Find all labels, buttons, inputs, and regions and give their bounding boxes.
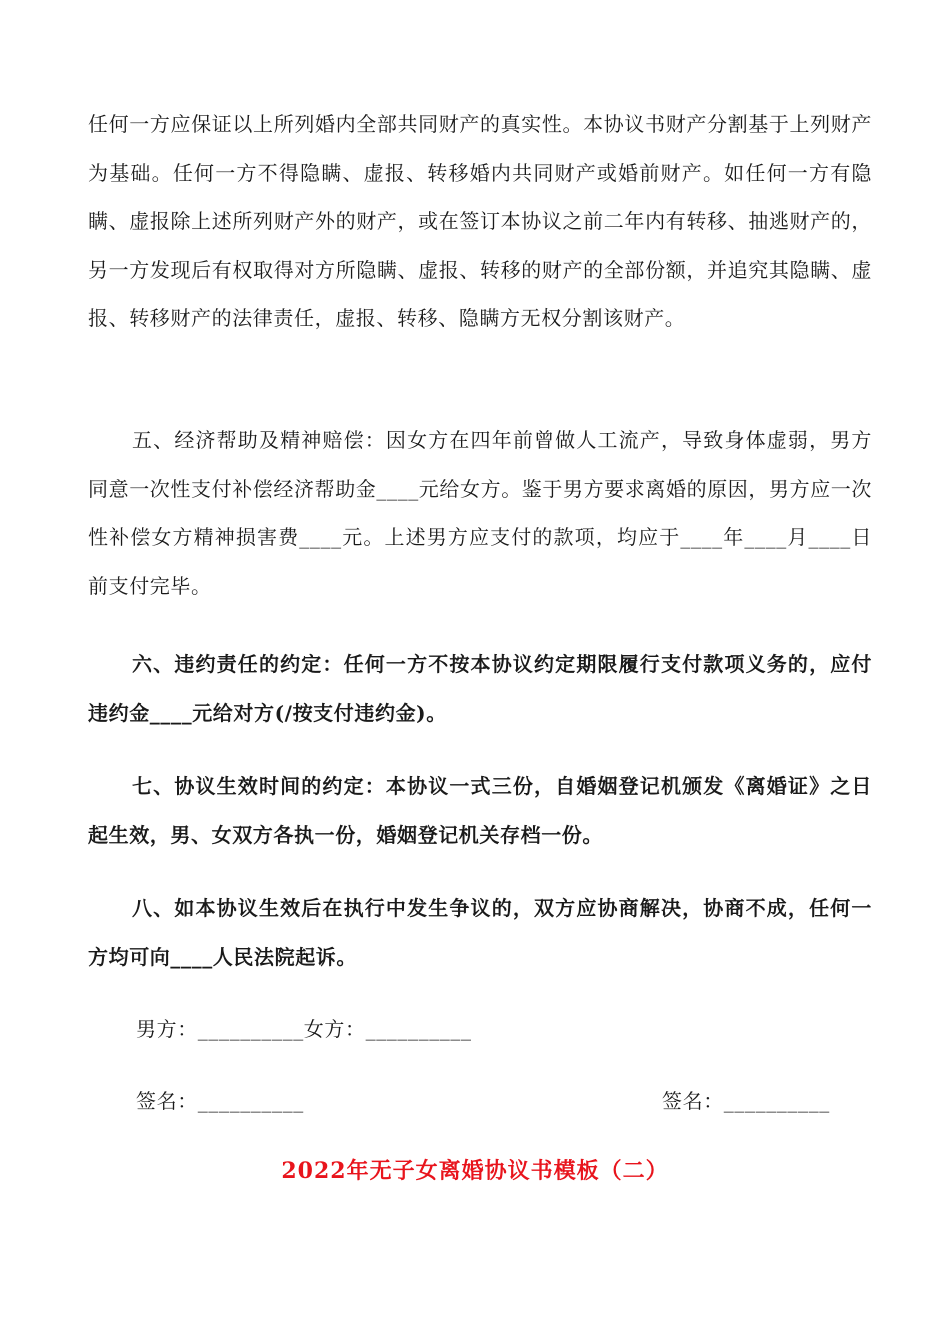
paragraph-property-truthfulness: 任何一方应保证以上所列婚内全部共同财产的真实性。本协议书财产分割基于上列财产为基础。任何一方不得隐瞒、虚报、转移婚内共同财产或婚前财产。如任何一方有隐瞒、虚报除上述所列财产外的财产，或在签订本协议之前二年内有转移、抽逃财产的，另一方发现后有权取得对方所隐瞒、虚报、转移的财产的全部份额，并追究其隐瞒、虚报、转移财产的法律责任，虚报、转移、隐瞒方无权分割该财产。 [88, 112, 872, 330]
paragraph-economic-help: 五、经济帮助及精神赔偿：因女方在四年前曾做人工流产，导致身体虚弱，男方同意一次性支付补偿经济帮助金____元给女方。鉴于男方要求离婚的原因，男方应一次性补偿女方精神损害费____元。上述男方应支付的款项，均应于____年____月____日前支付完毕。 [88, 428, 872, 598]
paragraph-breach-liability: 六、违约责任的约定：任何一方不按本协议约定期限履行支付款项义务的，应付违约金____元给对方(/按支付违约金)。 [88, 652, 872, 725]
party-names-line: 男方：__________女方：__________ [136, 1017, 472, 1041]
signature-right: 签名：__________ [662, 1089, 830, 1113]
paragraph-effective-time: 七、协议生效时间的约定：本协议一式三份，自婚姻登记机颁发《离婚证》之日起生效，男、女双方各执一份，婚姻登记机关存档一份。 [88, 774, 872, 847]
paragraph-dispute-resolution: 八、如本协议生效后在执行中发生争议的，双方应协商解决，协商不成，任何一方均可向____人民法院起诉。 [88, 896, 872, 969]
next-document-title: 2022年无子女离婚协议书模板（二） [281, 1158, 669, 1184]
signature-left: 签名：__________ [136, 1089, 304, 1113]
